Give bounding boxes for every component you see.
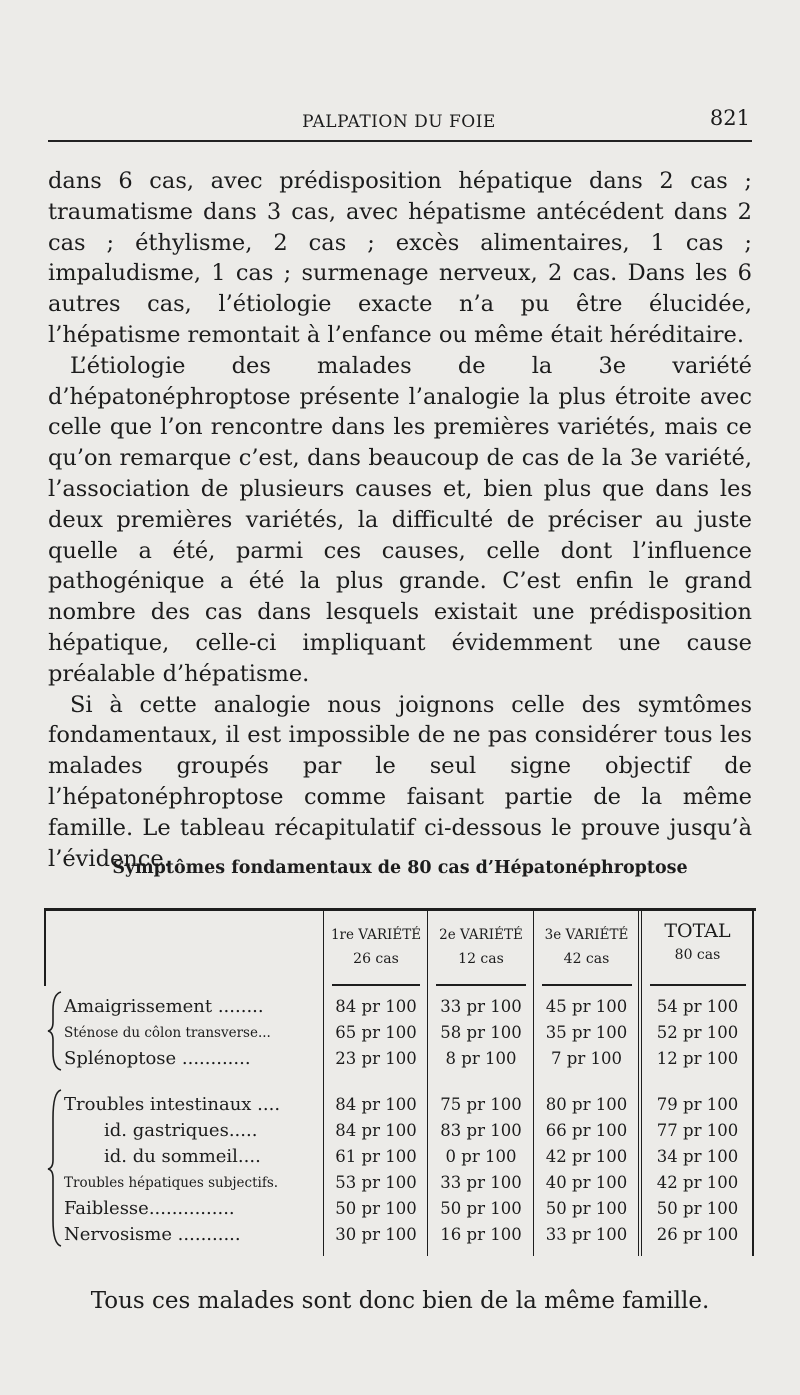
paragraph: dans 6 cas, avec prédisposition hépatique dans 2 cas ; traumatisme dans 3 cas, avec hépatisme antécédent dans 2 cas ; éthylisme, 2 cas ; excès alimentaires, 1 cas ; impaludisme, 1 cas ; surmenage nerveux, 2 cas. Dans les 6 autres cas, l’étiologie exacte n’a pu être élucidée, l’hépatisme remontait à l’enfance ou même était héréditaire. bbox=[48, 168, 752, 348]
table-caption: Symptômes fondamentaux de 80 cas d’Hépatonéphroptose bbox=[112, 858, 688, 878]
column-header-3 bbox=[535, 926, 638, 968]
cell-value: 45 pr 100 bbox=[545, 997, 628, 1016]
column-title: 2e VARIÉTÉ bbox=[439, 927, 523, 943]
paragraph: Si à cette analogie nous joignons celle des symtômes fondamentaux, il est impossible de ne pas considérer tous les malades groupés par le seul signe objectif de l’hépatonéphroptose comme faisant partie de la même famille. Le tableau récapitulatif ci-dessous le prouve jusqu’à l’évidence. bbox=[48, 691, 752, 872]
symptoms-table bbox=[44, 908, 756, 1256]
cell-value: 33 pr 100 bbox=[545, 1225, 628, 1244]
cell-value: 80 pr 100 bbox=[545, 1095, 628, 1114]
header-underline bbox=[542, 984, 632, 986]
row-label: Troubles intestinaux .... bbox=[64, 1094, 281, 1115]
body-text bbox=[48, 166, 752, 874]
header-underline bbox=[436, 984, 526, 986]
header-underline bbox=[332, 984, 420, 986]
row-label: Nervosisme ........... bbox=[64, 1224, 241, 1245]
cell-value: 61 pr 100 bbox=[335, 1147, 417, 1166]
column-subtitle: 80 cas bbox=[674, 947, 721, 963]
header-underline bbox=[650, 984, 746, 986]
cell-value: 23 pr 100 bbox=[335, 1049, 417, 1068]
column-title: 1re VARIÉTÉ bbox=[330, 927, 422, 943]
row-label: Amaigrissement ........ bbox=[64, 996, 264, 1017]
cell-value: 65 pr 100 bbox=[335, 1023, 417, 1042]
row-label: Splénoptose ............ bbox=[64, 1048, 251, 1069]
cell-value: 84 pr 100 bbox=[335, 1121, 417, 1140]
table-row bbox=[44, 1092, 756, 1118]
cell-value: 52 pr 100 bbox=[656, 1023, 739, 1042]
paragraph: L’étiologie des malades de la 3e variété d’hépatonéphroptose présente l’analogie la plus étroite avec celle que l’on rencontre dans les premières variétés, mais ce qu’on remarque c’est, dans beaucoup de cas de la 3e variété, l’association de plusieurs causes et, bien plus que dans les deux premières variétés, la difficulté de préciser au juste quelle a été, parmi ces causes, celle dont l’influence pathogénique a été la plus grande. C’est enfin le grand nombre des cas dans lesquels existait une prédisposition hépatique, celle-ci impliquant évidemment une cause préalable d’hépatisme. bbox=[48, 352, 752, 687]
page-header bbox=[48, 104, 750, 134]
running-title: PALPATION DU FOIE bbox=[302, 112, 496, 132]
cell-value: 34 pr 100 bbox=[656, 1147, 739, 1166]
cell-value: 30 pr 100 bbox=[335, 1225, 417, 1244]
row-label: Sténose du côlon transverse... bbox=[64, 1025, 271, 1041]
cell-value: 7 pr 100 bbox=[551, 1049, 622, 1068]
table-row bbox=[44, 994, 756, 1020]
cell-value: 50 pr 100 bbox=[440, 1199, 522, 1218]
cell-value: 75 pr 100 bbox=[440, 1095, 522, 1114]
cell-value: 84 pr 100 bbox=[335, 1095, 417, 1114]
cell-value: 26 pr 100 bbox=[656, 1225, 739, 1244]
cell-value: 35 pr 100 bbox=[545, 1023, 628, 1042]
cell-value: 33 pr 100 bbox=[440, 997, 522, 1016]
cell-value: 84 pr 100 bbox=[335, 997, 417, 1016]
cell-value: 40 pr 100 bbox=[545, 1173, 628, 1192]
table-row bbox=[44, 1170, 756, 1196]
table-left-rule bbox=[44, 908, 46, 986]
closing-sentence: Tous ces malades sont donc bien de la même famille. bbox=[90, 1288, 710, 1314]
row-label: id. gastriques..... bbox=[104, 1120, 258, 1141]
cell-value: 50 pr 100 bbox=[656, 1199, 739, 1218]
cell-value: 16 pr 100 bbox=[440, 1225, 522, 1244]
table-row bbox=[44, 1046, 756, 1072]
cell-value: 77 pr 100 bbox=[656, 1121, 739, 1140]
table-row bbox=[44, 1020, 756, 1046]
row-label: Troubles hépatiques subjectifs. bbox=[64, 1175, 279, 1191]
cell-value: 58 pr 100 bbox=[440, 1023, 522, 1042]
column-subtitle: 26 cas bbox=[353, 951, 399, 967]
cell-value: 42 pr 100 bbox=[656, 1173, 739, 1192]
table-row bbox=[44, 1144, 756, 1170]
cell-value: 54 pr 100 bbox=[656, 997, 739, 1016]
cell-value: 50 pr 100 bbox=[545, 1199, 628, 1218]
table-row bbox=[44, 1222, 756, 1248]
column-title: 3e VARIÉTÉ bbox=[544, 927, 629, 943]
cell-value: 83 pr 100 bbox=[440, 1121, 522, 1140]
column-header-1 bbox=[325, 926, 427, 968]
column-header-2 bbox=[429, 926, 533, 968]
cell-value: 79 pr 100 bbox=[656, 1095, 739, 1114]
cell-value: 0 pr 100 bbox=[445, 1147, 517, 1166]
column-subtitle: 42 cas bbox=[563, 951, 610, 967]
column-title: TOTAL bbox=[664, 920, 731, 942]
row-label: id. du sommeil.... bbox=[104, 1146, 261, 1167]
table-row bbox=[44, 1118, 756, 1144]
table-top-rule bbox=[44, 908, 756, 911]
header-rule bbox=[48, 140, 752, 142]
cell-value: 42 pr 100 bbox=[545, 1147, 628, 1166]
page-number: 821 bbox=[709, 106, 750, 130]
column-header-total bbox=[643, 922, 752, 964]
cell-value: 50 pr 100 bbox=[335, 1199, 417, 1218]
cell-value: 53 pr 100 bbox=[335, 1173, 417, 1192]
cell-value: 8 pr 100 bbox=[445, 1049, 517, 1068]
table-row bbox=[44, 1196, 756, 1222]
column-subtitle: 12 cas bbox=[458, 951, 504, 967]
row-label: Faiblesse............... bbox=[64, 1198, 235, 1219]
cell-value: 33 pr 100 bbox=[440, 1173, 522, 1192]
cell-value: 66 pr 100 bbox=[545, 1121, 628, 1140]
cell-value: 12 pr 100 bbox=[656, 1049, 739, 1068]
